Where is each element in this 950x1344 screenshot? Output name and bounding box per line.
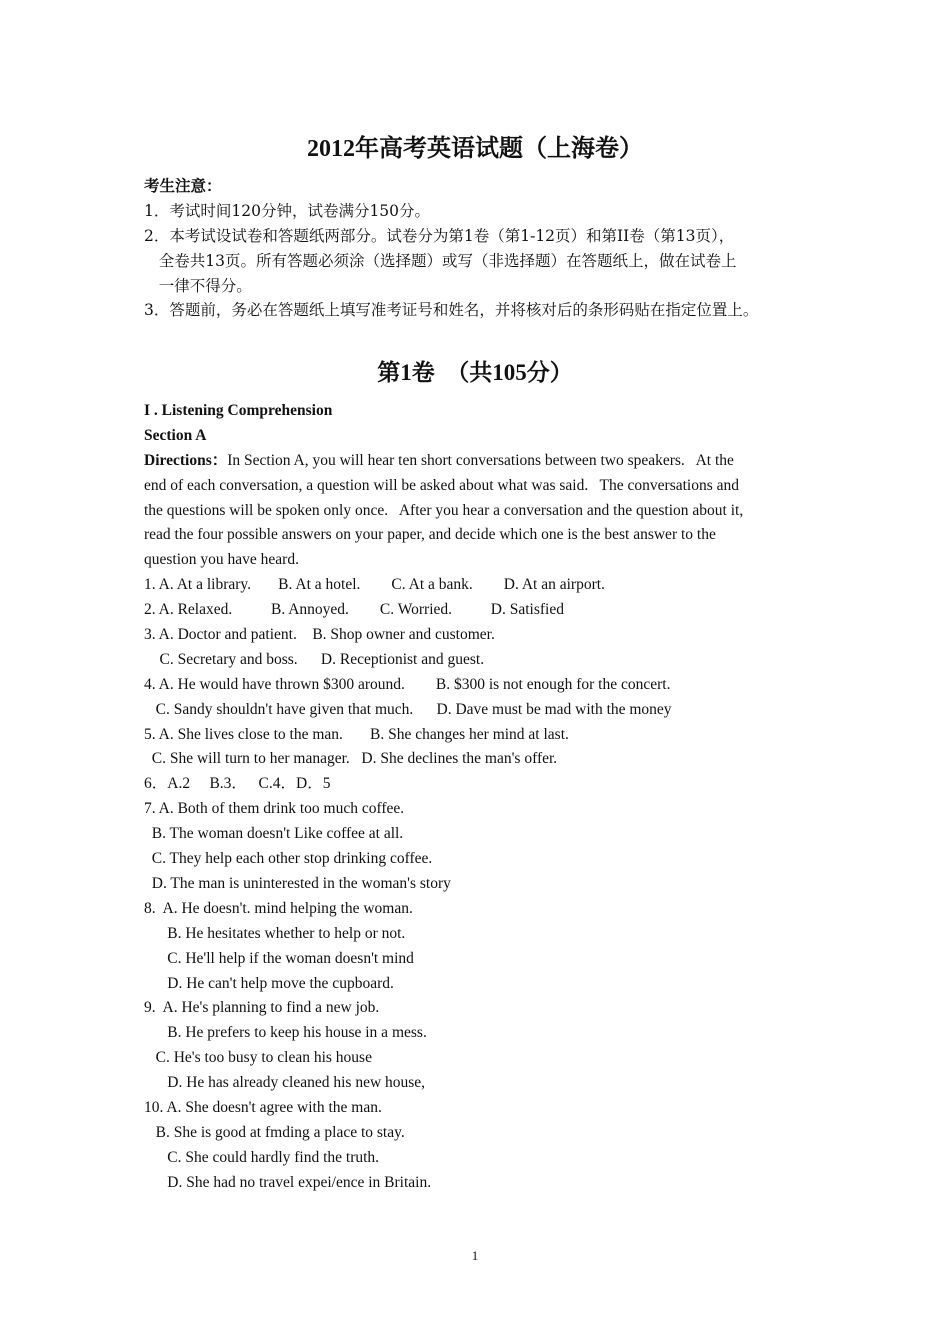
question-line: 7. A. Both of them drink too much coffee. (144, 800, 405, 817)
part-title: 第1卷 （共105分） (377, 360, 573, 385)
question-line: 9. A. He's planning to find a new job. (144, 999, 380, 1016)
notice-heading: 考生注意： (144, 176, 222, 195)
question-line: D. He has already cleaned his new house, (144, 1074, 426, 1091)
directions-line: question you have heard. (144, 551, 299, 568)
notice-line: 3．答题前，务必在答题纸上填写准考证号和姓名，并将核对后的条形码贴在指定位置上。 (144, 301, 759, 319)
question-line: C. She could hardly find the truth. (144, 1149, 380, 1166)
question-line: 6．A.2 B.3． C.4．D．5 (144, 775, 331, 792)
notice-line: 全卷共13页。所有答题必须涂（选择题）或写（非选择题）在答题纸上，做在试卷上 (144, 252, 737, 270)
question-line: D. She had no travel expei/ence in Britain. (144, 1174, 432, 1191)
section-heading: I . Listening Comprehension (144, 402, 333, 419)
question-line: 4. A. He would have thrown $300 around. B. $300 is not enough for the concert. (144, 676, 671, 693)
directions-line: read the four possible answers on your paper, and decide which one is the best answer to the (144, 526, 716, 543)
directions-line-first (144, 451, 734, 471)
notice-line: 1．考试时间120分钟，试卷满分150分。 (144, 202, 431, 220)
directions-line: the questions will be spoken only once. After you hear a conversation and the question about it, (144, 502, 744, 519)
notice-line: 2．本考试设试卷和答题纸两部分。试卷分为第1卷（第1-12页）和第II卷（第13页）， (144, 227, 735, 245)
question-line: B. He hesitates whether to help or not. (144, 925, 406, 942)
exam-title: 2012年高考英语试题（上海卷） (307, 136, 643, 162)
question-line: C. They help each other stop drinking coffee. (144, 850, 433, 867)
question-line: 5. A. She lives close to the man. B. She changes her mind at last. (144, 726, 569, 743)
page-number: 1 (471, 1248, 479, 1263)
question-line: 1. A. At a library. B. At a hotel. C. At a bank. D. At an airport. (144, 576, 605, 593)
directions-label: Directions： (144, 452, 228, 469)
question-line: 10. A. She doesn't agree with the man. (144, 1099, 382, 1116)
question-line: B. The woman doesn't Like coffee at all. (144, 825, 404, 842)
question-line: 8. A. He doesn't. mind helping the woman. (144, 900, 413, 917)
question-line: C. He's too busy to clean his house (144, 1049, 372, 1066)
question-line: B. He prefers to keep his house in a mess. (144, 1024, 427, 1041)
question-line: D. The man is uninterested in the woman's story (144, 875, 451, 892)
question-line: B. She is good at fmding a place to stay. (144, 1124, 405, 1141)
section-subheading: Section A (144, 427, 207, 444)
question-line: C. Sandy shouldn't have given that much. D. Dave must be mad with the money (144, 701, 672, 718)
directions-line: end of each conversation, a question will be asked about what was said. The conversations and (144, 477, 740, 494)
question-line: 2. A. Relaxed. B. Annoyed. C. Worried. D. Satisfied (144, 601, 564, 618)
directions-text: In Section A, you will hear ten short conversations between two speakers. At the (227, 452, 734, 469)
question-line: 3. A. Doctor and patient. B. Shop owner and customer. (144, 626, 495, 643)
notice-line: 一律不得分。 (144, 277, 252, 295)
question-line: C. She will turn to her manager. D. She declines the man's offer. (144, 750, 558, 767)
question-line: D. He can't help move the cupboard. (144, 975, 394, 992)
question-line: C. He'll help if the woman doesn't mind (144, 950, 414, 967)
question-line: C. Secretary and boss. D. Receptionist and guest. (144, 651, 485, 668)
